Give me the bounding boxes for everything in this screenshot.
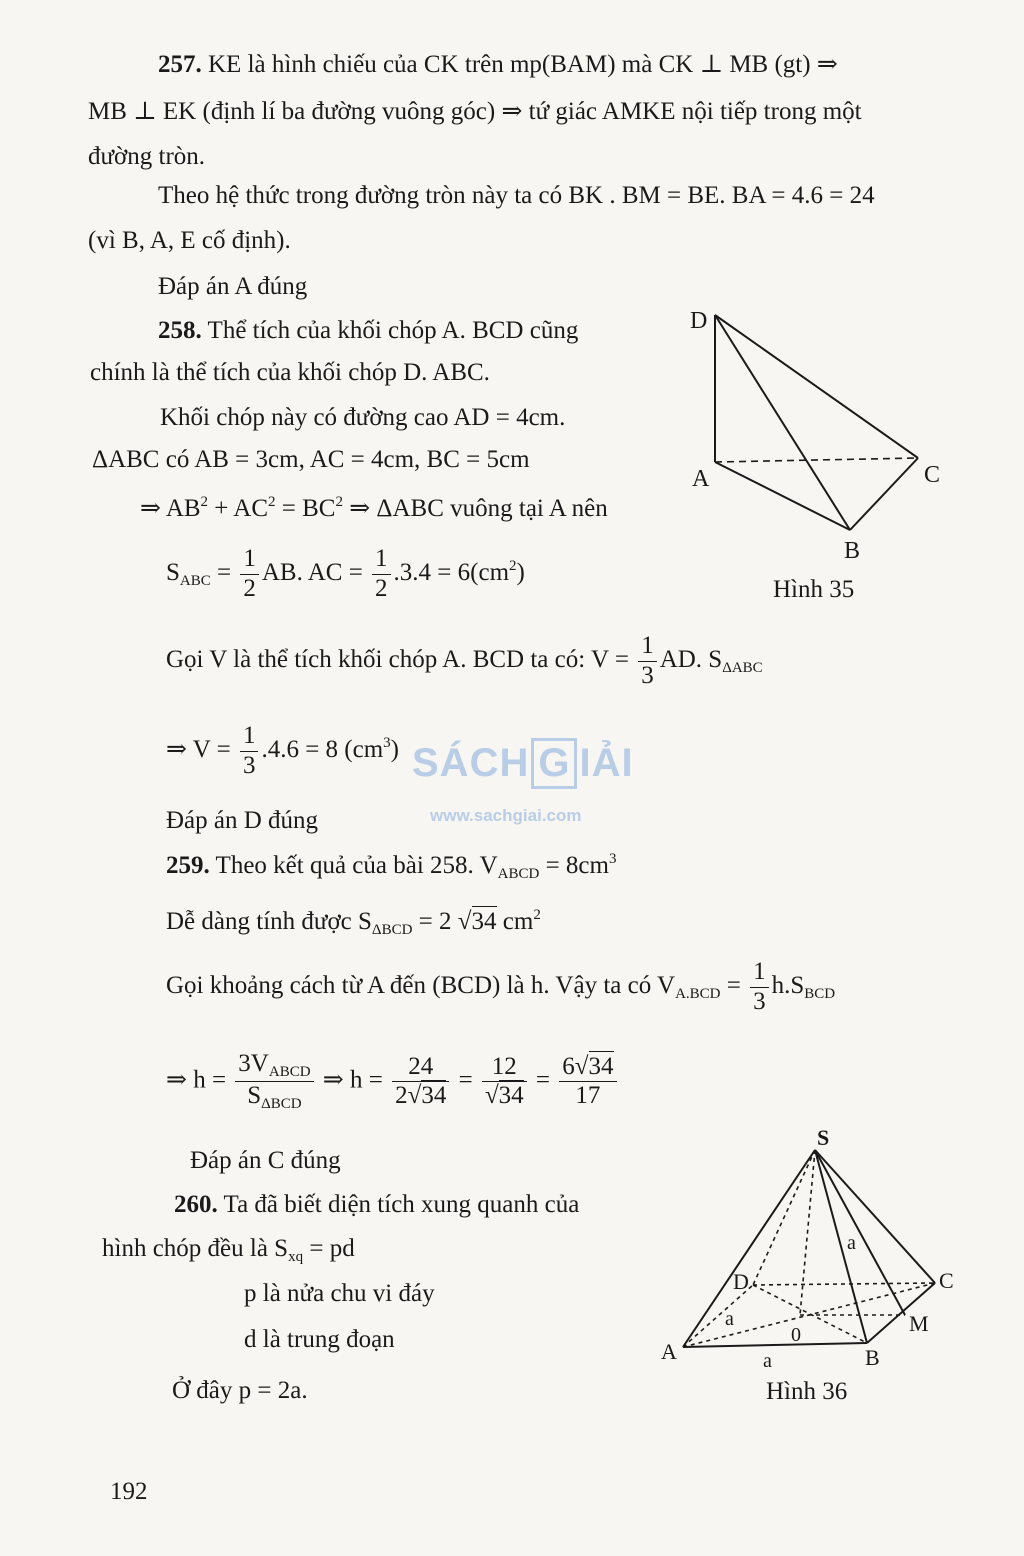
fraction-third: $\frac{1}{3}$	[240, 722, 259, 781]
label-D: D	[690, 308, 708, 334]
p258-line5: ⇒ $AB^2 + AC^2 = BC^2$ ⇒ ΔABC vuông tại A nên	[140, 494, 608, 522]
figure-35-caption: Hình 35	[773, 576, 855, 603]
watermark-logo: SÁCH G IẢI	[412, 738, 634, 789]
p258-line4: ΔABC có AB = 3cm, AC = 4cm, BC = 5cm	[92, 446, 530, 473]
fraction-third: $\frac{1}{3}$	[638, 632, 657, 691]
p259-line2: Dễ dàng tính được $S_{\Delta BCD} = 2$ √34 $cm^2$	[166, 907, 541, 938]
label-a-side: a	[763, 1350, 772, 1372]
figure-36-pyramid	[655, 1125, 975, 1375]
p258-answer: Đáp án D đúng	[166, 807, 319, 834]
label-M: M	[909, 1311, 929, 1336]
p259-line3: Gọi khoảng cách từ A đến (BCD) là h. Vậy ta có $V_{A.BCD}$ = $\frac{1}{3}$ $h.S_{BCD}$	[166, 958, 836, 1015]
p260-line5: Ở đây p = 2a.	[172, 1377, 308, 1404]
p260-number: 260.	[174, 1191, 218, 1218]
p257-line4: Theo hệ thức trong đường tròn này ta có BK . BM = BE. BA = 4.6 = 24	[158, 182, 875, 209]
p258-volume-result: ⇒ V = $\frac{1}{3}$ .4.6 = 8 $(cm^3)$	[166, 722, 399, 779]
p260-line2: hình chóp đều là $S_{xq}$ = pd	[102, 1235, 355, 1265]
label-D: D	[733, 1269, 749, 1294]
p259-height-formula: ⇒ h = $\frac{3V_{ABCD}}{S_{\Delta BCD}}$ ⇒ h = $\frac{24}{2√34}$ = $\frac{12}{√34}$ = $\frac{6√34}{17}$	[166, 1050, 620, 1114]
p258-line3: Khối chóp này có đường cao AD = 4cm.	[160, 404, 566, 431]
p259-answer: Đáp án C đúng	[190, 1147, 341, 1174]
label-C: C	[939, 1268, 954, 1293]
p260-line4: d là trung đoạn	[244, 1326, 395, 1353]
figure-36-caption: Hình 36	[766, 1378, 848, 1405]
fraction-6sqrt34: $\frac{6√34}{17}$	[559, 1053, 616, 1112]
fraction-24: $\frac{24}{2√34}$	[392, 1053, 449, 1112]
p258-area-formula: $S_{ABC}$ = $\frac{1}{2}$ AB. AC = $\frac{1}{2}$ $.3.4 = 6(cm^2)$	[166, 545, 525, 602]
p257-number: 257.	[158, 51, 202, 78]
fraction-third: $\frac{1}{3}$	[750, 958, 769, 1017]
figure-35-tetrahedron	[680, 300, 960, 570]
p258-volume-formula: Gọi V là thể tích khối chóp A. BCD ta có: V = $\frac{1}{3}$ AD. $S_{\Delta ABC}$	[166, 632, 763, 689]
p257-line1: 257. KE là hình chiếu của CK trên mp(BAM) mà CK ⊥ MB (gt) ⇒	[158, 51, 838, 78]
fraction-3v-over-s: $\frac{3V_{ABCD}}{S_{\Delta BCD}}$	[235, 1050, 313, 1114]
label-B: B	[844, 538, 861, 564]
fraction-half: $\frac{1}{2}$	[240, 545, 259, 604]
label-B: B	[865, 1345, 880, 1370]
watermark-url: www.sachgiai.com	[430, 806, 582, 825]
fraction-half: $\frac{1}{2}$	[372, 545, 391, 604]
p259-number: 259.	[166, 852, 210, 879]
label-a-base: a	[725, 1308, 734, 1330]
label-O: 0	[791, 1324, 801, 1346]
p260-line3: p là nửa chu vi đáy	[244, 1280, 435, 1307]
p258-number: 258.	[158, 317, 202, 344]
label-S: S	[817, 1125, 830, 1150]
p258-line2: chính là thể tích của khối chóp D. ABC.	[90, 359, 490, 386]
p257-line5: (vì B, A, E cố định).	[88, 227, 291, 254]
p257-line2: MB ⊥ EK (định lí ba đường vuông góc) ⇒ tứ giác AMKE nội tiếp trong một	[88, 98, 862, 125]
page-number: 192	[110, 1478, 148, 1505]
p258-line1: 258. Thể tích của khối chóp A. BCD cũng	[158, 317, 579, 344]
label-A: A	[661, 1339, 677, 1364]
p259-line1: 259. Theo kết quả của bài 258. $V_{ABCD} = 8cm^3$	[166, 851, 617, 882]
p257-line3: đường tròn.	[88, 143, 206, 170]
fraction-12: $\frac{12}{√34}$	[482, 1053, 527, 1112]
p260-line1: 260. Ta đã biết diện tích xung quanh của	[174, 1191, 580, 1218]
p257-answer: Đáp án A đúng	[158, 273, 308, 300]
label-C: C	[924, 462, 941, 488]
label-a-slant: a	[847, 1232, 856, 1254]
watermark-g-box: G	[531, 738, 577, 789]
label-A: A	[692, 466, 710, 492]
